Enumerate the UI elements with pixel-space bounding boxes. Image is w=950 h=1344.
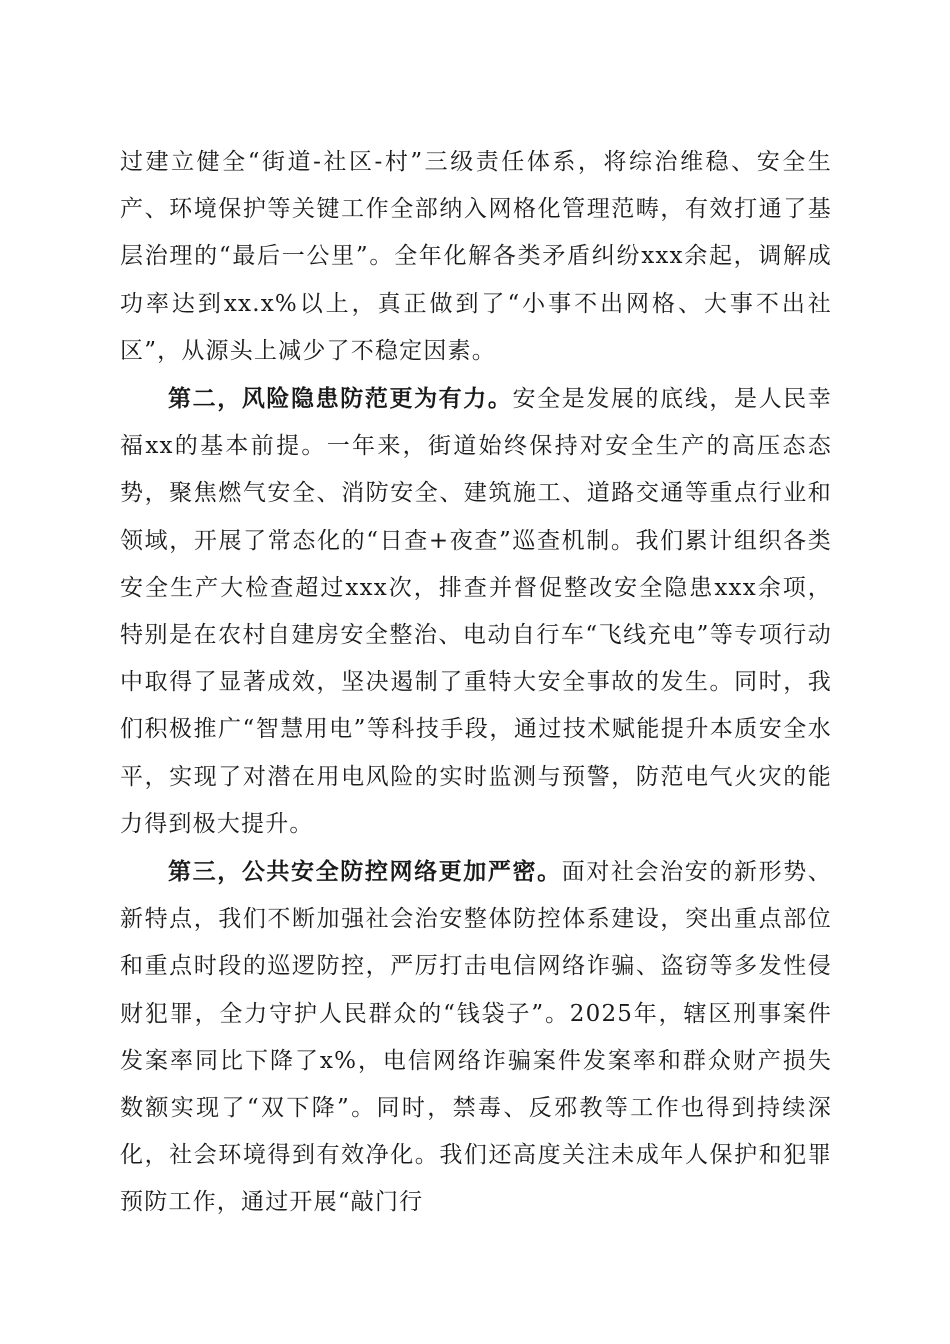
paragraph-2-lead: 第二，风险隐患防范更为有力。 <box>168 385 513 413</box>
paragraph-continuation <box>120 139 832 375</box>
paragraph-1-body: 过建立健全“街道-社区-村”三级责任体系，将综治维稳、安全生产、环境保护等关键工作全部纳入网格化管理范畴，有效打通了基层治理的“最后一公里”。全年化解各类矛盾纠纷xxx余起，调解成功率达到xx.x%以上，真正做到了“小事不出网格、大事不出社区”，从源头上减少了不稳定因素。 <box>120 149 832 364</box>
paragraph-3-body: 面对社会治安的新形势、新特点，我们不断加强社会治安整体防控体系建设，突出重点部位和重点时段的巡逻防控，严厉打击电信网络诈骗、盗窃等多发性侵财犯罪，全力守护人民群众的“钱袋子”。2025年，辖区刑事案件发案率同比下降了x%，电信网络诈骗案件发案率和群众财产损失数额实现了“双下降”。同时，禁毒、反邪教等工作也得到持续深化，社会环境得到有效净化。我们还高度关注未成年人保护和犯罪预防工作，通过开展“敲门行 <box>120 859 833 1216</box>
paragraph-2-body: 安全是发展的底线，是人民幸福xx的基本前提。一年来，街道始终保持对安全生产的高压态态势，聚焦燃气安全、消防安全、建筑施工、道路交通等重点行业和领域，开展了常态化的“日查+夜查”巡查机制。我们累计组织各类安全生产大检查超过xxx次，排查并督促整改安全隐患xxx余项，特别是在农村自建房安全整治、电动自行车“飞线充电”等专项行动中取得了显著成效，坚决遏制了重特大安全事故的发生。同时，我们积极推广“智慧用电”等科技手段，通过技术赋能提升本质安全水平，实现了对潜在用电风险的实时监测与预警，防范电气火灾的能力得到极大提升。 <box>120 386 832 837</box>
document-body <box>120 139 832 1227</box>
paragraph-public-security <box>120 848 832 1227</box>
paragraph-3-lead: 第三，公共安全防控网络更加严密。 <box>168 858 562 886</box>
paragraph-risk-prevention <box>120 375 832 848</box>
